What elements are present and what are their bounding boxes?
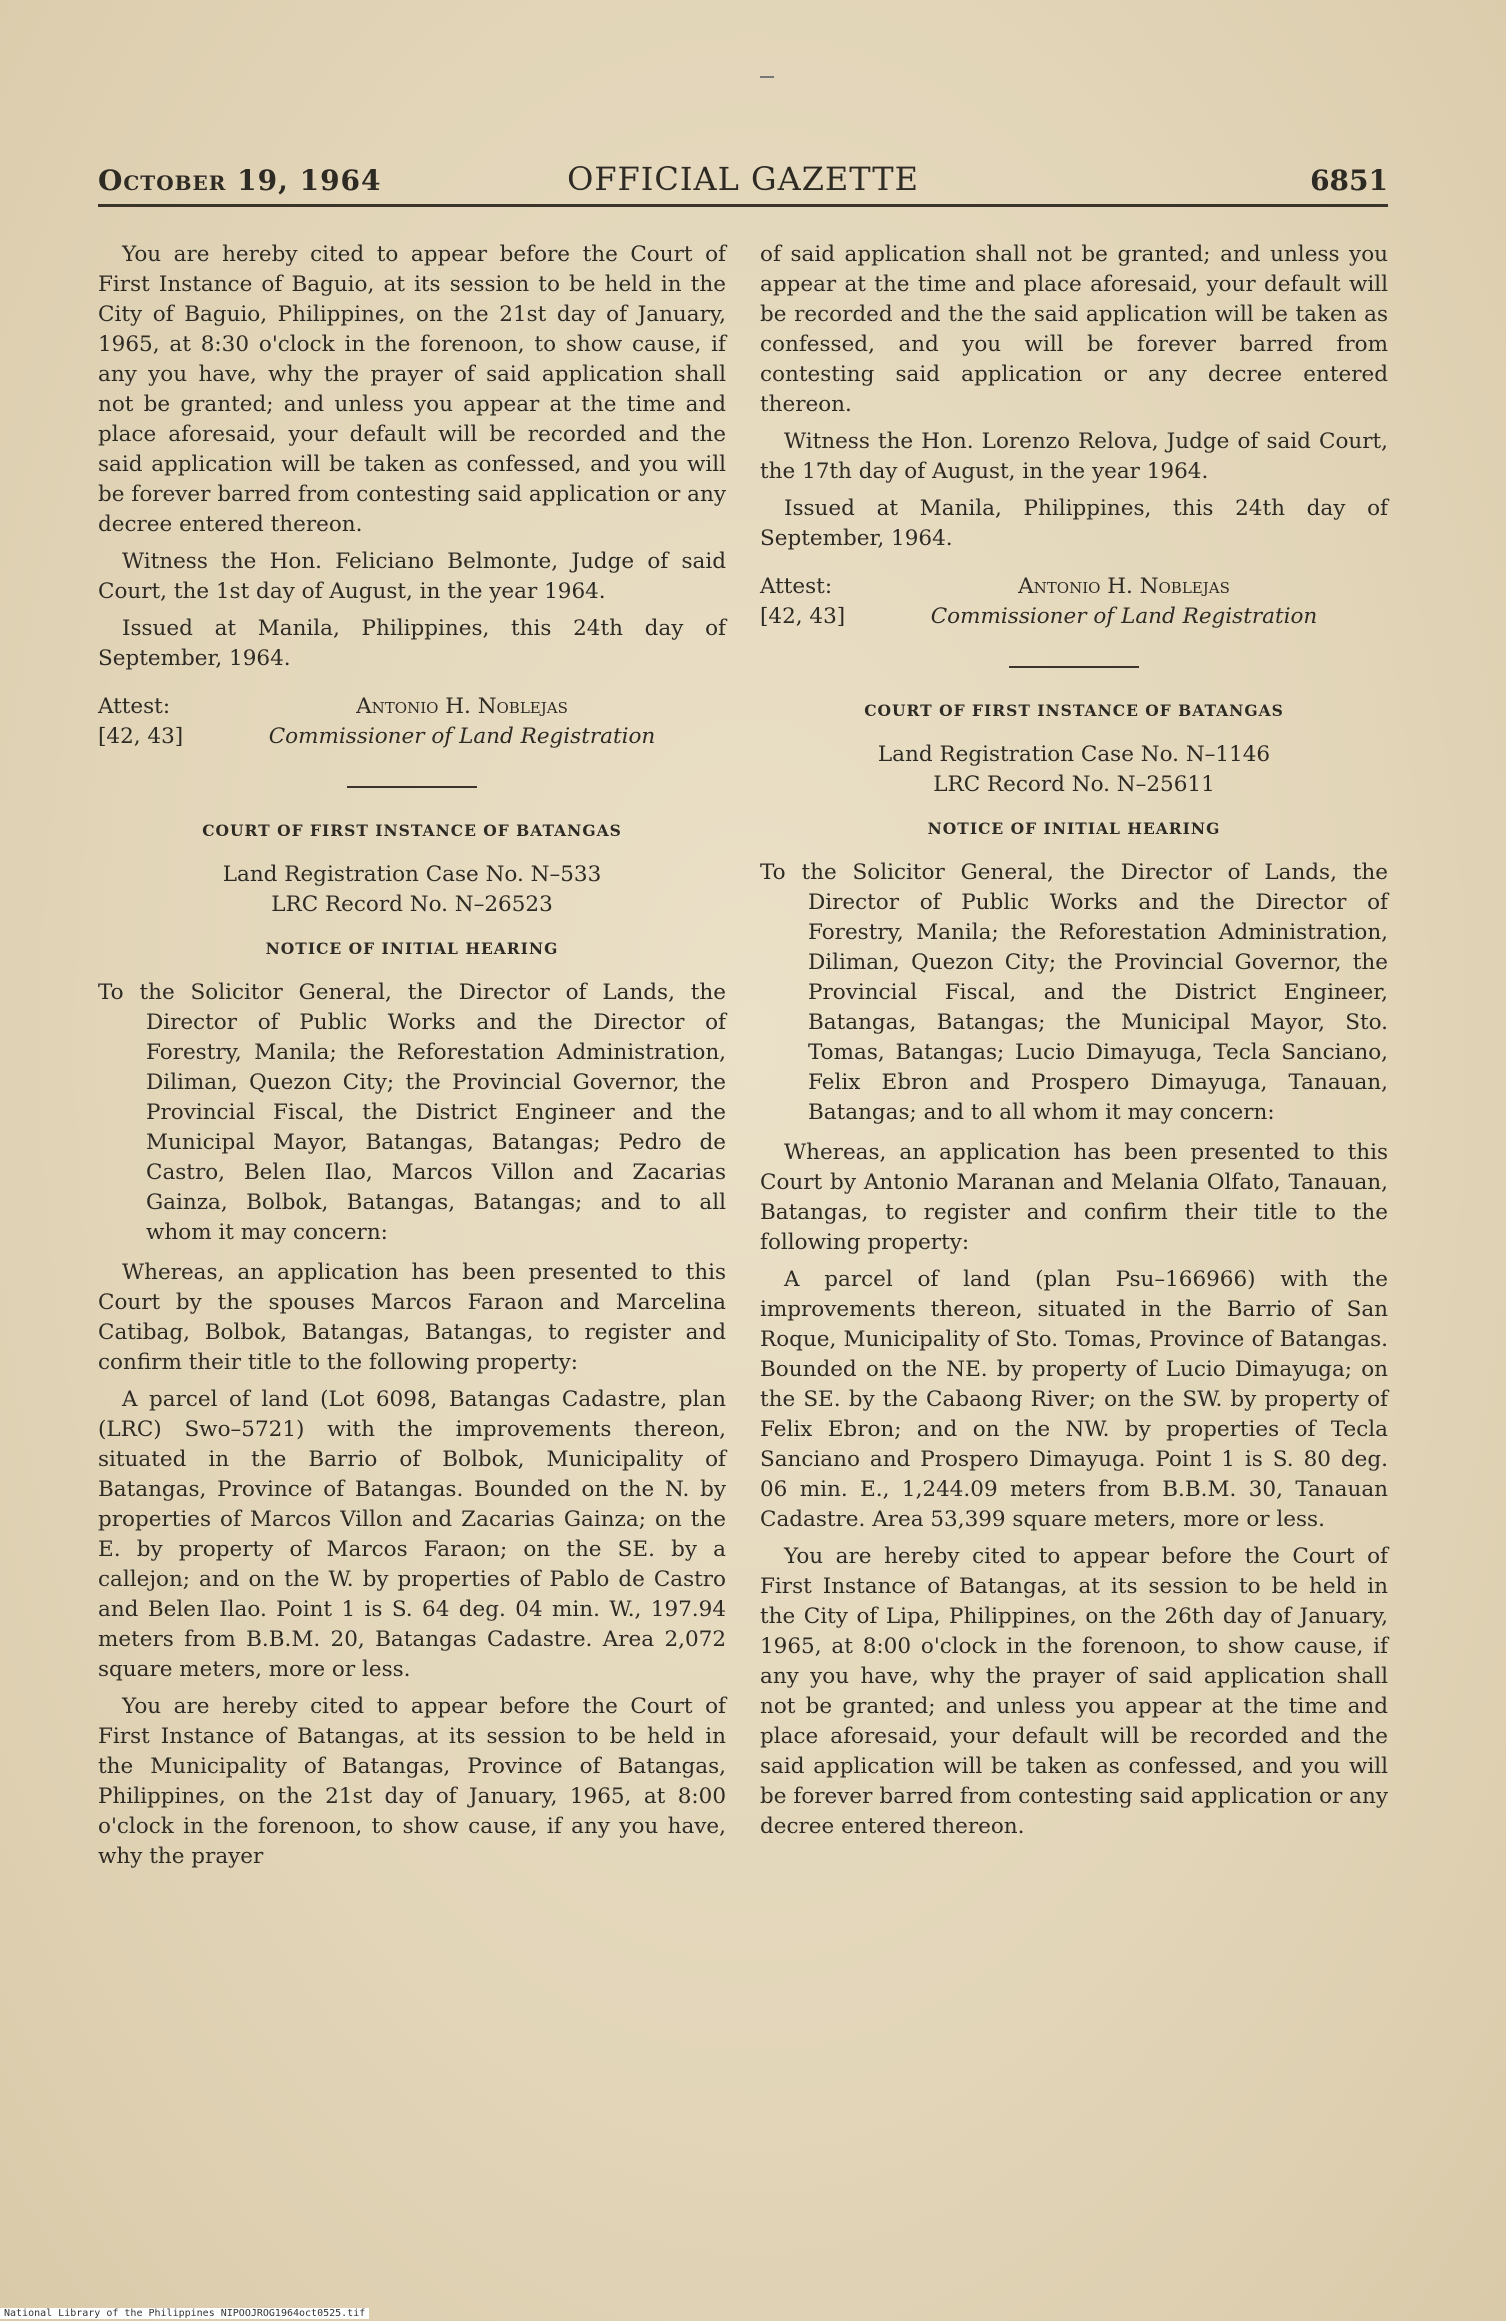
attest-signatory: Antonio H. Noblejas — [356, 694, 568, 719]
witness-paragraph: Witness the Hon. Lorenzo Relova, Judge of said Court, the 17th day of August, in the year 1964. — [760, 429, 1388, 484]
citation-paragraph: You are hereby cited to appear before the Court of First Instance of Baguio, at its session to be held in the City of Baguio, Philippines, on the 21st day of January, 1965, at 8:30 o'clock in the forenoon, to show cause, if any you have, why the prayer of said application shall not be granted; and unless you appear at the time and place aforesaid, your default will be recorded and the said application will be taken as confessed, and you will be forever barred from contesting said application or any decree entered thereon. — [98, 242, 726, 537]
witness-paragraph: Witness the Hon. Feliciano Belmonte, Judge of said Court, the 1st day of August, in the year 1964. — [98, 549, 726, 604]
issued-paragraph: Issued at Manila, Philippines, this 24th day of September, 1964. — [760, 496, 1388, 551]
court-heading: COURT OF FIRST INSTANCE OF BATANGAS — [864, 701, 1284, 720]
addressees: To the Solicitor General, the Director of Lands, the Director of Public Works and the Director of Forestry, Manila; the Reforestation Administration, Diliman, Quezon City; the Provincial Governor, the Provincial Fiscal, and the District Engineer, Batangas, Batangas; the Municipal Mayor, Sto. Tomas, Batangas; Lucio Dimayuga, Tecla Sanciano, Felix Ebron and Prospero Dimayuga, Tanauan, Batangas; and to all whom it may concern: — [760, 860, 1388, 1125]
section-divider — [347, 786, 477, 788]
attest-code: [42, 43] — [760, 604, 846, 629]
court-heading: COURT OF FIRST INSTANCE OF BATANGAS — [202, 821, 622, 840]
left-column — [98, 240, 726, 1879]
property-description: A parcel of land (Lot 6098, Batangas Cadastre, plan (LRC) Swo–5721) with the improvements thereon, situated in the Barrio of Bolbok, Municipality of Batangas, Province of Batangas. Bounded on the N. by properties of Marcos Villon and Zacarias Gainza; on the E. by property of Marcos Faraon; on the SE. by a callejon; and on the W. by properties of Pablo de Castro and Belen Ilao. Point 1 is S. 64 deg. 04 min. W., 197.94 meters from B.B.M. 20, Batangas Cadastre. Area 2,072 square meters, more or less. — [98, 1387, 726, 1682]
attest-title: Commissioner of Land Registration — [268, 724, 656, 749]
page-mark — [760, 76, 774, 78]
page-number: 6851 — [1310, 164, 1388, 197]
citation-paragraph: You are hereby cited to appear before the Court of First Instance of Batangas, at its session to be held in the Municipality of Batangas, Province of Batangas, Philippines, on the 21st day of January, 1965, at 8:00 o'clock in the forenoon, to show cause, if any you have, why the prayer — [98, 1694, 726, 1869]
addressees: To the Solicitor General, the Director of Lands, the Director of Public Works and the Director of Forestry, Manila; the Reforestation Administration, Diliman, Quezon City; the Provincial Governor, the Provincial Fiscal, the District Engineer and the Municipal Mayor, Batangas, Batangas; Pedro de Castro, Belen Ilao, Marcos Villon and Zacarias Gainza, Bolbok, Batangas, Batangas; and to all whom it may concern: — [98, 980, 726, 1245]
attest-label: Attest: — [98, 694, 171, 719]
page-header — [98, 160, 1388, 207]
notice-heading: NOTICE OF INITIAL HEARING — [265, 939, 559, 958]
attest-signatory: Antonio H. Noblejas — [1018, 574, 1230, 599]
right-column — [760, 240, 1388, 1849]
section-divider — [1009, 666, 1139, 668]
case-number: Land Registration Case No. N–1146 — [877, 742, 1271, 767]
attest-title: Commissioner of Land Registration — [930, 604, 1318, 629]
issue-date: October 19, 1964 — [98, 164, 382, 197]
publication-title: OFFICIAL GAZETTE — [567, 160, 919, 198]
citation-paragraph: You are hereby cited to appear before the Court of First Instance of Batangas, at its session to be held in the City of Lipa, Philippines, on the 26th day of January, 1965, at 8:00 o'clock in the forenoon, to show cause, if any you have, why the prayer of said application shall not be granted; and unless you appear at the time and place aforesaid, your default will be recorded and the said application will be taken as confessed, and you will be forever barred from contesting said application or any decree entered thereon. — [760, 1544, 1388, 1839]
lrc-record-number: LRC Record No. N–26523 — [271, 892, 553, 917]
attest-block — [98, 692, 726, 752]
scan-source-caption: National Library of the Philippines NIPOOJROG1964oct0525.tif — [0, 2308, 369, 2319]
lrc-record-number: LRC Record No. N–25611 — [933, 772, 1215, 797]
property-description: A parcel of land (plan Psu–166966) with the improvements thereon, situated in the Barrio of San Roque, Municipality of Sto. Tomas, Province of Batangas. Bounded on the NE. by property of Lucio Dimayuga; on the SE. by the Cabaong River; on the SW. by property of Felix Ebron; and on the NW. by properties of Tecla Sanciano and Prospero Dimayuga. Point 1 is S. 80 deg. 06 min. E., 1,244.09 meters from B.B.M. 30, Tanauan Cadastre. Area 53,399 square meters, more or less. — [760, 1267, 1388, 1532]
case-number: Land Registration Case No. N–533 — [222, 862, 602, 887]
notice-heading: NOTICE OF INITIAL HEARING — [927, 819, 1221, 838]
attest-label: Attest: — [760, 574, 833, 599]
issued-paragraph: Issued at Manila, Philippines, this 24th day of September, 1964. — [98, 616, 726, 671]
citation-continuation: of said application shall not be granted; and unless you appear at the time and place aforesaid, your default will be recorded and the the said application will be taken as confessed, and you will be forever barred from contesting said application or any decree entered thereon. — [760, 242, 1388, 417]
whereas-paragraph: Whereas, an application has been presented to this Court by Antonio Maranan and Melania Olfato, Tanauan, Batangas, to register and confirm their title to the following property: — [760, 1140, 1388, 1255]
whereas-paragraph: Whereas, an application has been presented to this Court by the spouses Marcos Faraon and Marcelina Catibag, Bolbok, Batangas, Batangas, to register and confirm their title to the following property: — [98, 1260, 726, 1375]
attest-block — [760, 572, 1388, 632]
attest-code: [42, 43] — [98, 724, 184, 749]
